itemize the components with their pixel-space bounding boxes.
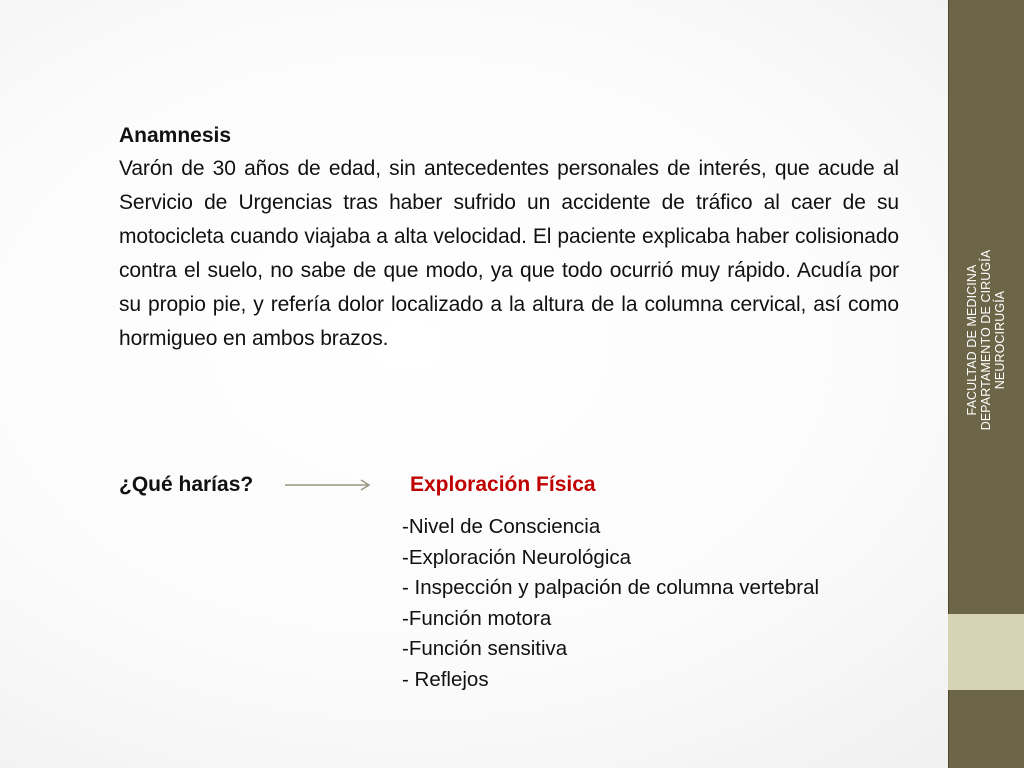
exploration-list bbox=[402, 512, 819, 695]
side-bar-accent-block bbox=[948, 614, 1024, 690]
list-item: -Función sensitiva bbox=[402, 637, 568, 660]
sidebar-institution-text bbox=[965, 170, 1007, 510]
sidebar-line-faculty: FACULTAD DE MEDICINA bbox=[965, 264, 979, 416]
sidebar-line-department: DEPARTAMENTO DE CIRUGÍA bbox=[979, 249, 993, 431]
list-item: -Nivel de Consciencia bbox=[402, 515, 601, 538]
case-paragraph: Varón de 30 años de edad, sin antecedentes personales de interés, que acude al Servicio de Urgencias tras haber sufrido un accidente de tráfico al caer de su motocicleta cuando viajaba a alta velocidad. El paciente explicaba haber colisionado contra el suelo, no sabe de que modo, ya que todo ocurrió muy rápido. Acudía por su propio pie, y refería dolor localizado a la altura de la columna cervical, así como hormigueo en ambos brazos. bbox=[119, 157, 899, 350]
list-item: -Función motora bbox=[402, 606, 552, 630]
sidebar-line-specialty: NEUROCIRUGÍA bbox=[993, 290, 1007, 390]
case-description bbox=[119, 120, 899, 356]
answer-title: Exploración Física bbox=[410, 473, 596, 496]
section-heading: Anamnesis bbox=[119, 124, 232, 147]
list-item: - Reflejos bbox=[402, 667, 489, 691]
arrow-right-icon bbox=[285, 478, 371, 492]
list-item: -Exploración Neurológica bbox=[402, 545, 632, 569]
question-text: ¿Qué harías? bbox=[119, 473, 254, 496]
list-item: - Inspección y palpación de columna vertebral bbox=[402, 576, 820, 599]
